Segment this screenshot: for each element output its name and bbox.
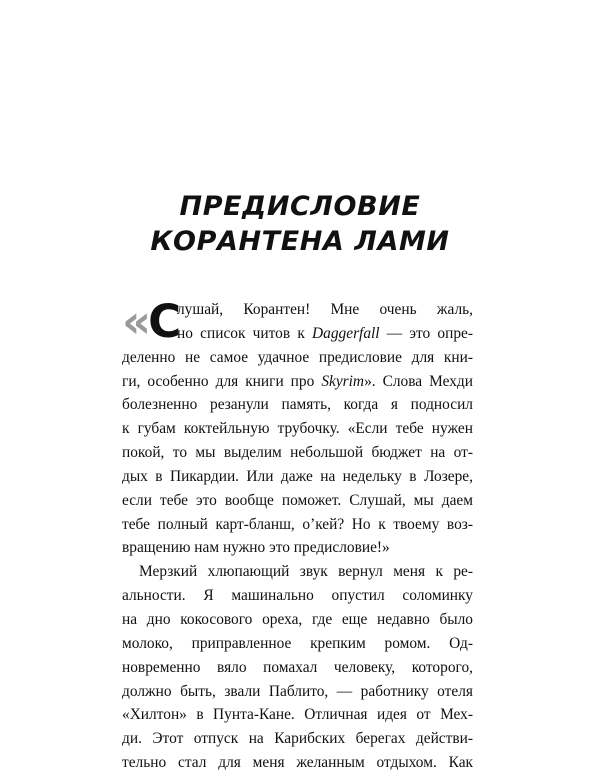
chapter-title-line-1: ПРЕДИСЛОВИЕ <box>179 191 421 222</box>
text-line: деленно не самое удачное предисловие для кни- <box>122 348 473 366</box>
text-line: болезненно резанули память, когда я подносил <box>122 396 473 414</box>
text-line <box>122 370 473 394</box>
text-line: должно быть, звали Паблито, — работнику отеля <box>122 682 473 700</box>
text-line: альности. Я машинально опустил соломинку <box>122 587 473 605</box>
body-text <box>122 295 474 775</box>
text-line: тельно стал для меня желанным отдыхом. Как <box>122 754 473 772</box>
text-line: дых в Пикардии. Или даже на недельку в Лозере, <box>122 467 473 485</box>
game-title-daggerfall: Daggerfall <box>312 324 380 342</box>
game-title-skyrim: Skyrim <box>321 372 365 390</box>
chapter-title-line-2: КОРАНТЕНА ЛАМИ <box>150 226 450 257</box>
text-line: к губам коктейльную трубочку. «Если тебе нужен <box>122 420 473 438</box>
text-fragment: — это опре- <box>379 324 474 342</box>
drop-cap <box>122 295 179 348</box>
text-line: покой, то мы выделим небольшой бюджет на от- <box>122 444 473 462</box>
text-fragment: ги, особенно для книги про <box>122 372 322 390</box>
text-line: если тебе это вообще поможет. Слушай, мы даем <box>122 491 473 509</box>
text-line: новременно вяло помахал человеку, которого, <box>122 658 473 676</box>
text-line: тебе полный карт-бланш, о’кей? Но к твоему воз- <box>122 515 473 533</box>
chapter-title <box>0 189 600 259</box>
text-line: Мерзкий хлюпающий звук вернул меня к ре- <box>139 563 473 581</box>
drop-cap-letter: С <box>148 295 179 348</box>
text-line: молоко, приправленное крепким ромом. Од- <box>122 634 473 652</box>
text-fragment: ». Слова Мехди <box>364 372 473 390</box>
text-line: вращению нам нужно это предисловие!» <box>122 539 390 557</box>
text-fragment: но список читов к <box>177 324 313 342</box>
paragraph-2 <box>122 560 473 775</box>
text-line: лушай, Корантен! Мне очень жаль, <box>177 301 473 318</box>
drop-cap-quote: « <box>122 295 149 348</box>
text-line: на дно кокосового ореха, где еще недавно было <box>122 610 473 628</box>
text-line: «Хилтон» в Пунта-Кане. Отличная идея от Мех- <box>122 706 473 724</box>
text-line: ди. Этот отпуск на Карибских берегах действи- <box>122 730 473 748</box>
